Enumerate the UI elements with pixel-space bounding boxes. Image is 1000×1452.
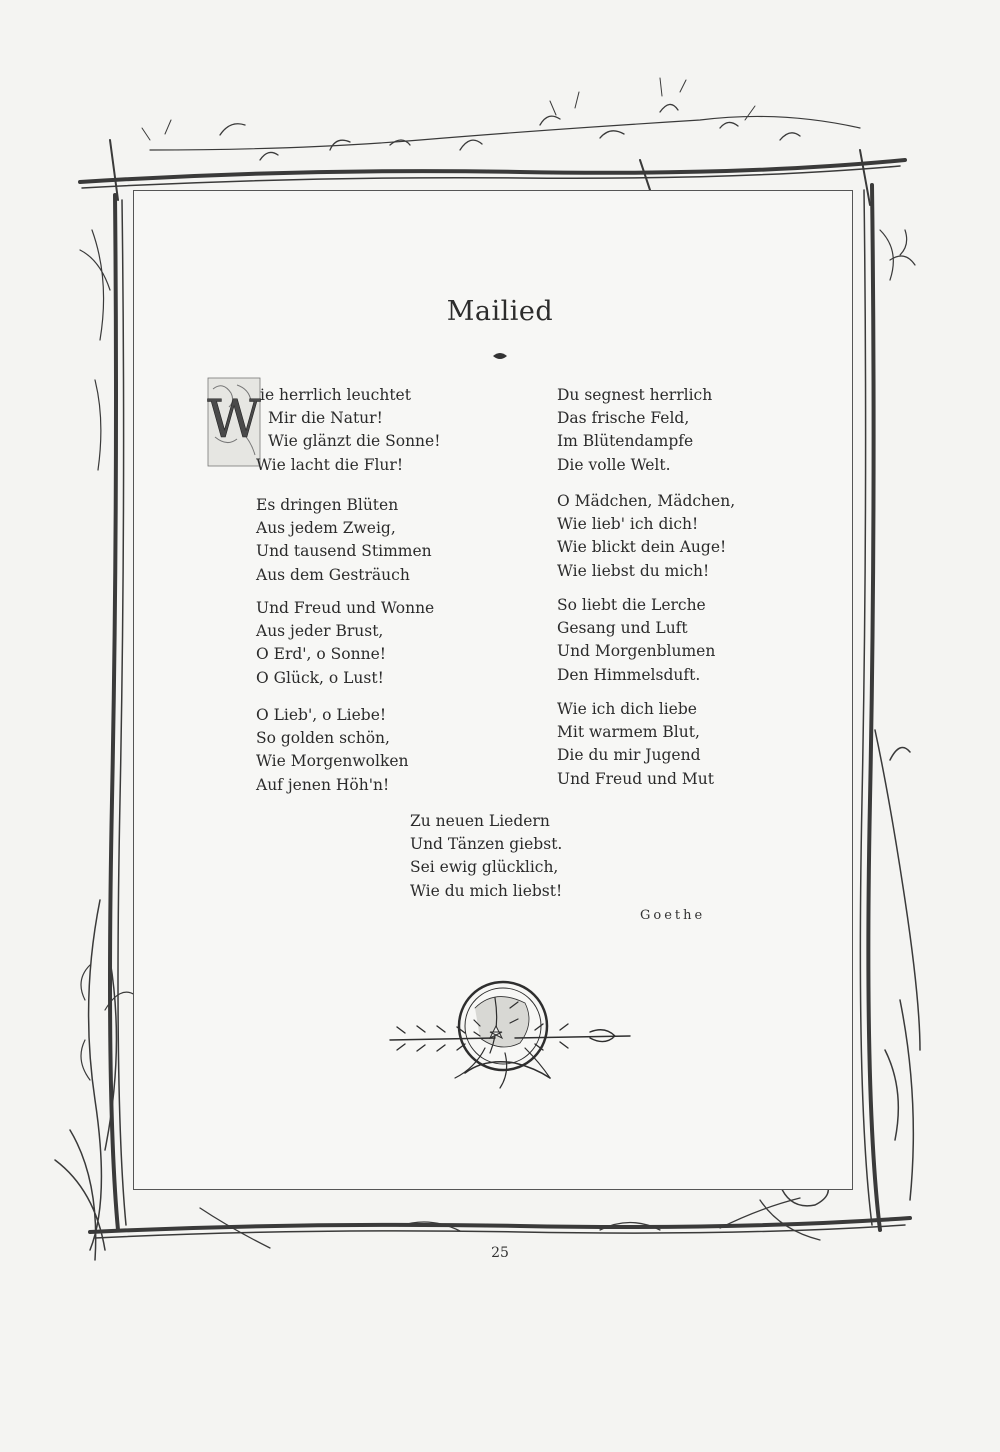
bottom-branch	[90, 1218, 910, 1232]
page-number: 25	[491, 1245, 509, 1261]
stanza-2	[256, 494, 432, 587]
stanza-7	[557, 594, 715, 687]
verse-line: Aus jeder Brust,	[256, 622, 384, 641]
verse-line: O Mädchen, Mädchen,	[557, 492, 736, 510]
verse-line: Sei ewig glücklich,	[410, 858, 559, 877]
verse-line: Wie ich dich liebe	[557, 700, 697, 718]
stanza-9	[410, 810, 562, 903]
verse-line: Es dringen Blüten	[256, 496, 399, 514]
verse-line: O Erd', o Sonne!	[256, 645, 386, 664]
verse-line: Die du mir Jugend	[557, 746, 701, 765]
verse-line: O Glück, o Lust!	[256, 668, 384, 687]
verse-line: Und Tänzen giebst.	[410, 835, 563, 854]
poem-title: Mailied	[446, 296, 554, 327]
verse-line: Mit warmem Blut,	[557, 723, 700, 742]
verse-line: Und Morgenblumen	[557, 642, 716, 661]
verse-line: Wie lieb' ich dich!	[557, 515, 699, 534]
verse-line: Aus dem Gesträuch	[256, 565, 410, 584]
verse-line: ie herrlich leuchtet	[260, 386, 411, 404]
author-name: Goethe	[640, 908, 706, 923]
verse-line: So golden schön,	[256, 729, 390, 748]
dropcap-ornament	[207, 377, 261, 467]
svg-text:W: W	[207, 390, 261, 450]
verse-line: Wie du mich liebst!	[410, 881, 563, 900]
verse-line: Auf jenen Höh'n!	[256, 775, 390, 794]
verse-line: Den Himmelsduft.	[557, 665, 701, 684]
right-branch	[868, 185, 880, 1230]
verse-line: Aus jedem Zweig,	[256, 519, 396, 538]
verse-line: Wie liebst du mich!	[557, 561, 710, 580]
stanza-6	[557, 490, 735, 583]
verse-line: O Lieb', o Liebe!	[256, 706, 387, 724]
verse-line: Die volle Welt.	[557, 455, 671, 474]
verse-line: Gesang und Luft	[557, 619, 688, 638]
verse-line: So liebt die Lerche	[557, 596, 706, 614]
verse-line: Wie blickt dein Auge!	[557, 538, 727, 557]
verse-line: Das frische Feld,	[557, 409, 690, 428]
stanza-5	[557, 384, 712, 477]
stanza-4	[256, 704, 409, 797]
stanza-8	[557, 698, 714, 791]
verse-line: Und Freud und Wonne	[256, 599, 435, 617]
verse-line: Zu neuen Liedern	[410, 812, 550, 830]
stanza-1	[256, 384, 441, 477]
left-branch	[110, 195, 118, 1230]
verse-line: Wie Morgenwolken	[256, 752, 409, 771]
verse-line: Und tausend Stimmen	[256, 542, 432, 561]
verse-line: Wie lacht die Flur!	[256, 455, 404, 474]
flourish-icon	[491, 350, 509, 362]
verse-line: Im Blütendampfe	[557, 432, 694, 451]
verse-line: Mir die Natur!	[268, 409, 383, 428]
verse-line: Du segnest herrlich	[557, 386, 713, 404]
verse-line: Und Freud und Mut	[557, 769, 714, 788]
stanza-3	[256, 597, 434, 690]
floral-vignette	[385, 978, 635, 1090]
top-branch	[80, 160, 905, 182]
verse-line: Wie glänzt die Sonne!	[268, 432, 441, 451]
